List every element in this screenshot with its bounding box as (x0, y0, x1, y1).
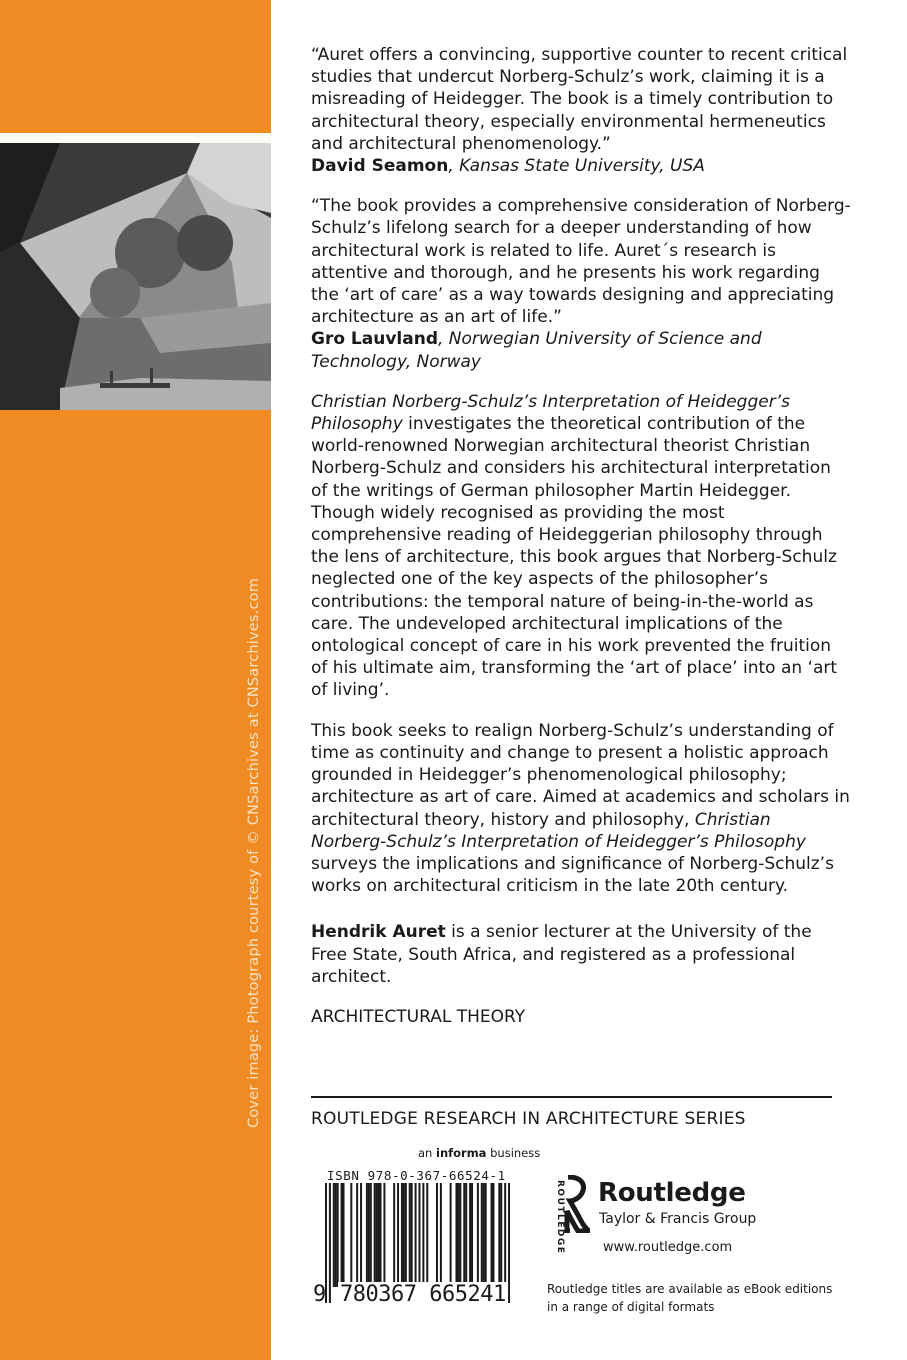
book-title: Christian Norberg-Schulz’s Interpretation of Heidegger’s Philosophy (311, 391, 790, 435)
publisher-name: Routledge (598, 1178, 746, 1208)
author-bio-text: is a senior lecturer at the University of the Free State, South Africa, and registered as a professional architect. (311, 922, 812, 987)
ean-first-digit: 9 (313, 1282, 326, 1307)
ebook-note: Routledge titles are available as eBook editions in a range of digital formats (547, 1282, 833, 1314)
barcode-bar (333, 1183, 335, 1287)
barcode-bar (343, 1183, 345, 1287)
barcode-bar (483, 1183, 485, 1287)
barcode-bar (457, 1183, 459, 1287)
barcode-bar (350, 1183, 352, 1287)
divider-line (0, 133, 271, 143)
barcode-bar (491, 1183, 493, 1287)
orange-band-top (0, 0, 271, 133)
book-title: Christian Norberg-Schulz’s Interpretation of Heidegger’s Philosophy (311, 809, 806, 852)
barcode-bar (380, 1183, 382, 1287)
barcode-bar (368, 1183, 370, 1287)
author-bio (311, 921, 851, 988)
blurb-text: investigates the theoretical contribution of the world-renowned Norwegian architectural theorist Christian Norberg-Schulz and considers his architectural interpretation of the writings of German philosopher Martin Heidegger. Though widely recognised as providing the most comprehensive reading of Heideggerian philosophy through the lens of architecture, this book argues that Norberg-Schulz neglected one of the key aspects of the philosopher’s contributions: the temporal nature of being-in-the-world as care. The undeveloped architectural implications of the ontological concept of care in his work prevented the fruition of his ultimate aim, transforming the ‘art of place’ into an ‘art of living’. (311, 414, 838, 701)
barcode-bar (485, 1183, 487, 1287)
review-attribution-2 (311, 328, 851, 372)
informa-tagline (418, 1146, 540, 1160)
series-rule (311, 1096, 832, 1098)
barcode-bar (471, 1183, 473, 1287)
informa-suffix: business (486, 1146, 541, 1160)
barcode-bar (370, 1183, 372, 1287)
ean-digits (313, 1282, 513, 1312)
barcode-bar (401, 1183, 403, 1287)
barcode-bar (436, 1183, 438, 1287)
barcode-bar (481, 1183, 483, 1287)
routledge-vertical-wordmark: ROUTLEDGE (555, 1180, 565, 1255)
blurb-paragraph-2 (311, 720, 851, 898)
barcode-bar (455, 1183, 457, 1287)
barcode-bar (463, 1183, 465, 1287)
ean-rest-digits: 780367 665241 (340, 1282, 506, 1307)
review-attribution-1 (311, 155, 851, 177)
barcode-bar (492, 1183, 494, 1287)
barcode-bar (393, 1183, 395, 1287)
blurb-text: This book seeks to realign Norberg-Schulz’s understanding of time as continuity and change to present a holistic approach grounded in Heidegger’s phenomenological philosophy; architecture as art of care. Aimed at academics and scholars in architectural theory, history and philosophy, (311, 720, 850, 830)
barcode-bar (459, 1183, 461, 1287)
publisher-group: Taylor & Francis Group (599, 1211, 757, 1227)
sidebar (0, 0, 271, 1360)
photo-credit: Cover image: Photograph courtesy of © CNSarchives at CNSarchives.com (246, 577, 262, 1128)
barcode-bar (360, 1183, 362, 1287)
isbn-label: ISBN 978-0-367-66524-1 (327, 1168, 506, 1183)
barcode-bar (465, 1183, 467, 1287)
barcode-bar (378, 1183, 380, 1287)
barcode-bar (366, 1183, 368, 1287)
barcode-bar (469, 1183, 471, 1287)
review-quote-1: “Auret offers a convincing, supportive counter to recent critical studies that undercut Norberg-Schulz’s work, claiming it is a misreading of Heidegger. The book is a timely contribution to architectural theory, especially environmental hermeneutics and architectural phenomenology.” (311, 45, 848, 154)
cover-photo (0, 143, 271, 410)
barcode-bar (337, 1183, 339, 1287)
subject-category: ARCHITECTURAL THEORY (311, 1006, 526, 1027)
barcode-bar (403, 1183, 405, 1287)
publisher-url: www.routledge.com (603, 1240, 733, 1255)
barcode-bar (376, 1183, 378, 1287)
series-name: ROUTLEDGE RESEARCH IN ARCHITECTURE SERIES (311, 1109, 746, 1129)
author-name: Hendrik Auret (311, 922, 446, 943)
barcode-bar (409, 1183, 411, 1287)
barcode-bar (422, 1183, 424, 1287)
barcode-bar (335, 1183, 337, 1287)
review-quote-2: “The book provides a comprehensive consideration of Norberg-Schulz’s lifelong search for a deeper understanding of how architectural work is related to life. Auret´s research is attentive and thorough, and he presents his work regarding the ‘art of care’ as a way towards designing and appreciating architecture as an art of life.” (311, 196, 851, 328)
reviewer-name: David Seamon (311, 156, 449, 177)
informa-prefix: an (418, 1146, 436, 1160)
barcode-bar (341, 1183, 343, 1287)
barcode-bar (500, 1183, 502, 1287)
barcode-bar (405, 1183, 407, 1287)
back-cover-text (311, 44, 851, 1046)
barcode-bar (477, 1183, 479, 1287)
barcode-bar (383, 1183, 385, 1287)
barcode-bar (498, 1183, 500, 1287)
barcode-bar (356, 1183, 358, 1287)
barcode-bar (450, 1183, 452, 1287)
orange-band-bottom (0, 410, 271, 1360)
barcode-bar (374, 1183, 376, 1287)
reviewer-name: Gro Lauvland (311, 329, 438, 350)
reviewer-affiliation: , Kansas State University, USA (448, 156, 705, 177)
barcode-bar (397, 1183, 399, 1287)
blurb-paragraph-1 (311, 391, 851, 702)
informa-brand: informa (436, 1146, 487, 1160)
blurb-text: surveys the implications and significance of Norberg-Schulz’s works on architectural criticism in the late 20th century. (311, 853, 834, 897)
barcode-bar (440, 1183, 442, 1287)
barcode-bar (426, 1183, 428, 1287)
reviewer-affiliation: , Norwegian University of Science and Technology, Norway (311, 329, 762, 372)
barcode-bar (411, 1183, 413, 1287)
